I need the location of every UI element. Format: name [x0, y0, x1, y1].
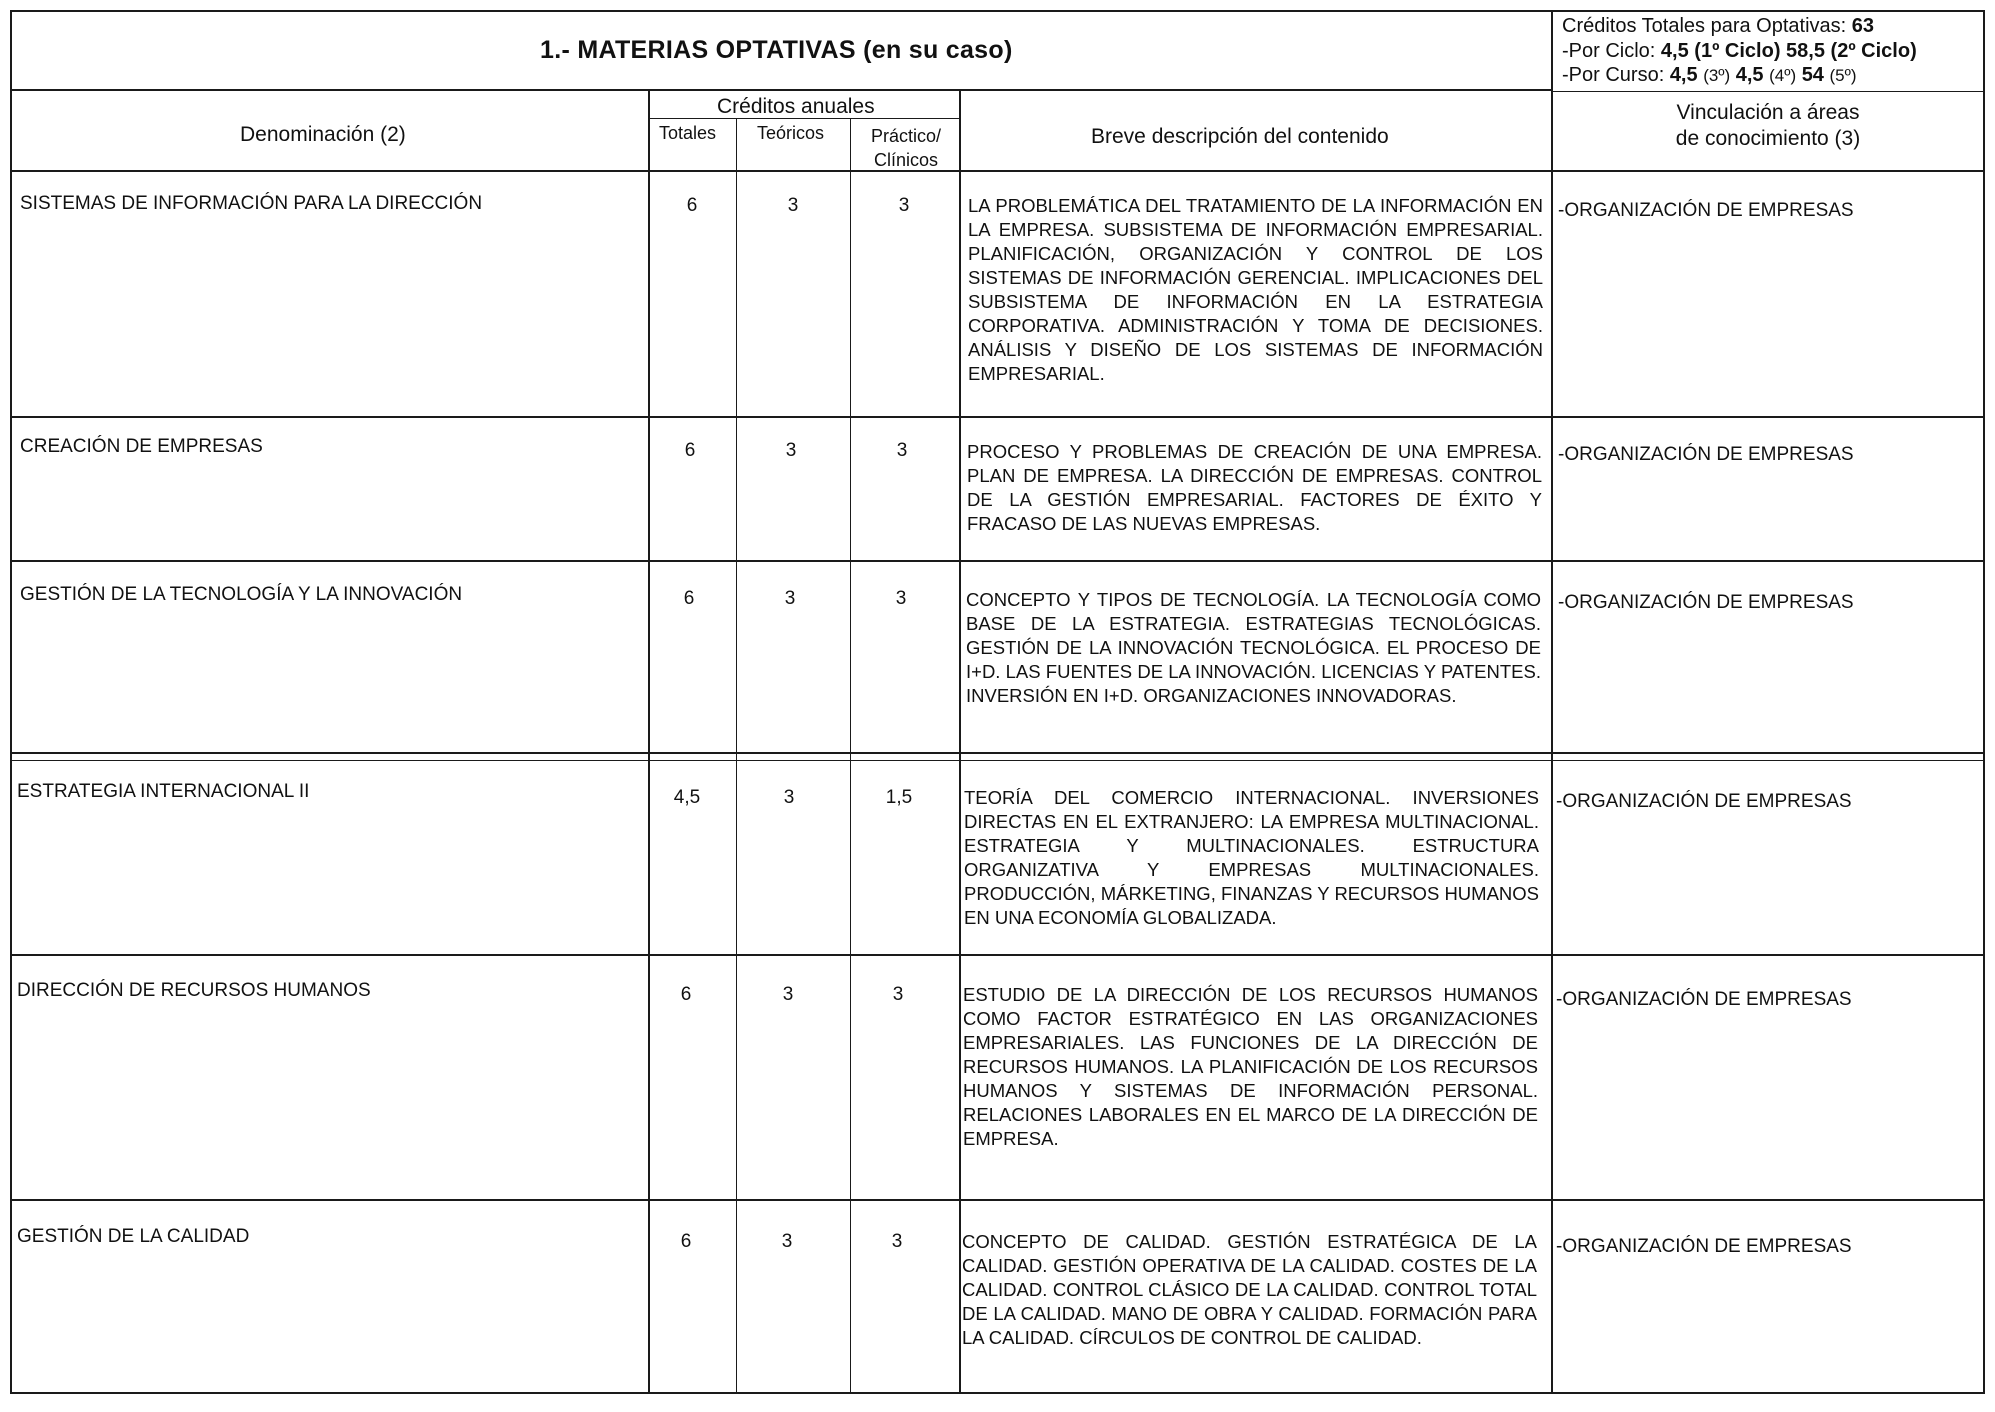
col-header-practicos: Práctico/ Clínicos [870, 126, 942, 170]
knowledge-area: -ORGANIZACIÓN DE EMPRESAS [1558, 200, 1854, 221]
col-header-denominacion: Denominación (2) [240, 123, 406, 146]
credit-total: Créditos Totales para Optativas: 63 [1562, 15, 1875, 37]
credits-teoricos: 3 [785, 440, 797, 461]
subject-description: CONCEPTO Y TIPOS DE TECNOLOGÍA. LA TECNOLOGÍA COMO BASE DE LA ESTRATEGIA. ESTRATEGIAS TECNOLÓGICAS. GESTIÓN DE LA INNOVACIÓN TECNOLÓGICA. EL PROCESO DE I+D. LAS FUENTES DE LA INNOVACIÓN. LICENCIAS Y PATENTES. INVERSIÓN EN I+D. ORGANIZACIONES INNOVADORAS. [966, 589, 1541, 706]
subject-name: GESTIÓN DE LA CALIDAD [17, 1226, 250, 1247]
credit-curso: -Por Curso: 4,5 (3º) 4,5 (4º) 54 (5º) [1562, 64, 1857, 86]
col-header-descripcion: Breve descripción del contenido [1091, 125, 1389, 148]
subject-name: SISTEMAS DE INFORMACIÓN PARA LA DIRECCIÓN [20, 193, 483, 214]
subject-name: CREACIÓN DE EMPRESAS [20, 436, 263, 457]
knowledge-area: -ORGANIZACIÓN DE EMPRESAS [1556, 1236, 1852, 1257]
col-header-teoricos: Teóricos [757, 123, 825, 143]
knowledge-area: -ORGANIZACIÓN DE EMPRESAS [1556, 989, 1852, 1010]
subject-description: ESTUDIO DE LA DIRECCIÓN DE LOS RECURSOS HUMANOS COMO FACTOR ESTRATÉGICO EN LAS ORGANIZACIONES EMPRESARIALES. LAS FUNCIONES DE LA DIRECCIÓN DE RECURSOS HUMANOS. LA PLANIFICACIÓN DE LOS RECURSOS HUMANOS Y SISTEMAS DE INFORMACIÓN PERSONAL. RELACIONES LABORALES EN EL MARCO DE LA DIRECCIÓN DE EMPRESA. [963, 984, 1538, 1149]
subject-name: DIRECCIÓN DE RECURSOS HUMANOS [17, 980, 371, 1001]
credits-totales: 6 [680, 1231, 692, 1252]
credits-practicos: 3 [892, 984, 904, 1005]
subject-description: PROCESO Y PROBLEMAS DE CREACIÓN DE UNA EMPRESA. PLAN DE EMPRESA. LA DIRECCIÓN DE EMPRESAS. CONTROL DE LA GESTIÓN EMPRESARIAL. FACTORES DE ÉXITO Y FRACASO DE LAS NUEVAS EMPRESAS. [967, 441, 1542, 534]
credits-totales: 6 [684, 440, 696, 461]
credit-ciclo: -Por Ciclo: 4,5 (1º Ciclo) 58,5 (2º Ciclo) [1562, 40, 1917, 62]
knowledge-area: -ORGANIZACIÓN DE EMPRESAS [1558, 592, 1854, 613]
credits-totales: 6 [686, 195, 698, 216]
credits-practicos: 3 [898, 195, 910, 216]
subject-description: TEORÍA DEL COMERCIO INTERNACIONAL. INVERSIONES DIRECTAS EN EL EXTRANJERO: LA EMPRESA MULTINACIONAL. ESTRATEGIA Y MULTINACIONALES. ESTRUCTURA ORGANIZATIVA Y EMPRESAS MULTINACIONALES. PRODUCCIÓN, MÁRKETING, FINANZAS Y RECURSOS HUMANOS EN UNA ECONOMÍA GLOBALIZADA. [964, 787, 1539, 928]
credits-practicos: 3 [895, 588, 907, 609]
knowledge-area: -ORGANIZACIÓN DE EMPRESAS [1558, 444, 1854, 465]
subject-description: LA PROBLEMÁTICA DEL TRATAMIENTO DE LA INFORMACIÓN EN LA EMPRESA. SUBSISTEMA DE INFORMACIÓN EMPRESARIAL. PLANIFICACIÓN, ORGANIZACIÓN Y CONTROL DE LOS SISTEMAS DE INFORMACIÓN GERENCIAL. IMPLICACIONES DEL SUBSISTEMA DE INFORMACIÓN EN LA ESTRATEGIA CORPORATIVA. ADMINISTRACIÓN Y TOMA DE DECISIONES. ANÁLISIS Y DISEÑO DE LOS SISTEMAS DE INFORMACIÓN EMPRESARIAL. [968, 195, 1543, 384]
col-header-creditos-anuales: Créditos anuales [717, 95, 875, 118]
col-header-totales: Totales [659, 123, 717, 143]
knowledge-area: -ORGANIZACIÓN DE EMPRESAS [1556, 791, 1852, 812]
credits-totales: 6 [680, 984, 692, 1005]
credits-totales: 6 [683, 588, 695, 609]
subject-name: ESTRATEGIA INTERNACIONAL II [17, 781, 310, 802]
subject-description: CONCEPTO DE CALIDAD. GESTIÓN ESTRATÉGICA DE LA CALIDAD. GESTIÓN OPERATIVA DE LA CALIDAD. COSTES DE LA CALIDAD. CONTROL CLÁSICO DE LA CALIDAD. CONTROL TOTAL DE LA CALIDAD. MANO DE OBRA Y CALIDAD. FORMACIÓN PARA LA CALIDAD. CÍRCULOS DE CONTROL DE CALIDAD. [962, 1231, 1537, 1348]
credits-teoricos: 3 [782, 984, 794, 1005]
credits-teoricos: 3 [787, 195, 799, 216]
col-header-vinculacion: Vinculación a áreas de conocimiento (3) [1675, 101, 1861, 150]
page-title: 1.- MATERIAS OPTATIVAS (en su caso) [540, 36, 1013, 64]
credits-teoricos: 3 [783, 787, 795, 808]
credits-practicos: 3 [891, 1231, 903, 1252]
credits-teoricos: 3 [781, 1231, 793, 1252]
credit-summary [1562, 16, 1980, 86]
credits-teoricos: 3 [784, 588, 796, 609]
credits-practicos: 3 [896, 440, 908, 461]
credits-practicos: 1,5 [885, 787, 913, 808]
subject-name: GESTIÓN DE LA TECNOLOGÍA Y LA INNOVACIÓN [20, 584, 463, 605]
credits-totales: 4,5 [673, 787, 701, 808]
